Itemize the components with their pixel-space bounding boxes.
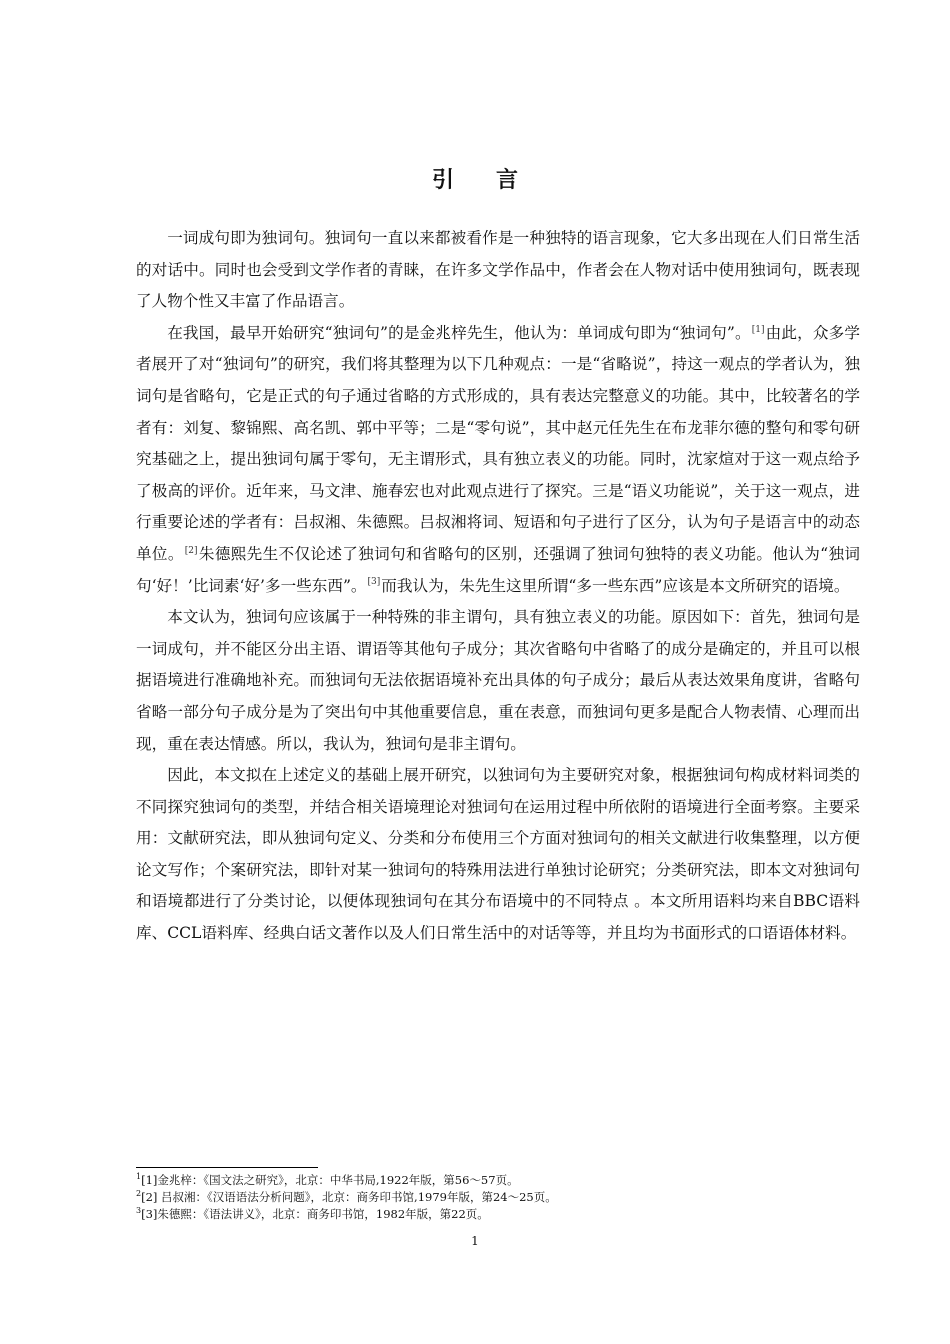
paragraph-text: 朱德熙先生不仅论述了独词句和省略句的区别，还强调了独词句独特的表义功能。他认为“独词句‘好！’比词素‘好’多一些东西”。 [136,544,860,595]
footnote-item [136,1172,860,1189]
body-paragraph [136,223,860,318]
footnote-text: [1]金兆梓：《国文法之研究》，北京：中华书局,1922年版，第56～57页。 [141,1173,519,1187]
body-paragraph [136,602,860,760]
body-paragraph [136,760,860,950]
paragraph-text: 因此，本文拟在上述定义的基础上展开研究，以独词句为主要研究对象，根据独词句构成材料词类的不同探究独词句的类型，并结合相关语境理论对独词句在运用过程中所依附的语境进行全面考察。主要采用：文献研究法，即从独词句定义、分类和分布使用三个方面对独词句的相关文献进行收集整理，以方便论文写作；个案研究法，即针对某一独词句的特殊用法进行单独讨论研究；分类研究法，即本文对独词句和语境都进行了分类讨论，以便体现独词句在其分布语境中的不同特点 。本文所用语料均来自BBC语料库、CCL语料库、经典白话文著作以及人们日常生活中的对话等等，并且均为书面形式的口语语体材料。 [136,766,860,943]
footnote-text: [3]朱德熙：《语法讲义》，北京：商务印书馆，1982年版，第22页。 [141,1207,489,1221]
footnotes [136,1172,860,1223]
citation-marker[interactable]: [2] [184,545,198,556]
footnote-mark: 2 [136,1189,142,1199]
body-paragraph [136,318,860,602]
footnote-item [136,1189,860,1206]
citation-marker[interactable]: [1] [751,324,765,335]
citation-marker[interactable]: [3] [367,577,381,588]
paragraph-text: 由此，众多学者展开了对“独词句”的研究，我们将其整理为以下几种观点：一是“省略说”，持这一观点的学者认为，独词句是省略句，它是正式的句子通过省略的方式形成的，具有表达完整意义的功能。其中，比较著名的学者有：刘复、黎锦熙、高名凯、郭中平等；二是“零句说”，其中赵元任先生在布龙菲尔德的整句和零句研究基础之上，提出独词句属于零句，无主谓形式，具有独立表义的功能。同时，沈家煊对于这一观点给予了极高的评价。近年来，马文津、施春宏也对此观点进行了探究。三是“语义功能说”，关于这一观点，进行重要论述的学者有：吕叔湘、朱德熙。吕叔湘将词、短语和句子进行了区分，认为句子是语言中的动态单位。 [136,323,860,563]
body-text [136,223,860,950]
page-number: 1 [471,1234,479,1248]
page-title: 引言 [431,166,560,193]
paragraph-text: 而我认为，朱先生这里所谓“多一些东西”应该是本文所研究的语境。 [381,576,850,595]
footnote-mark: 1 [136,1172,142,1182]
paragraph-text: 在我国，最早开始研究“独词句”的是金兆梓先生，他认为：单词成句即为“独词句”。 [167,323,751,342]
paragraph-text: 本文认为，独词句应该属于一种特殊的非主谓句，具有独立表义的功能。原因如下：首先，独词句是一词成句，并不能区分出主语、谓语等其他句子成分；其次省略句中省略了的成分是确定的，并且可以根据语境进行准确地补充。而独词句无法依据语境补充出具体的句子成分；最后从表达效果角度讲，省略句省略一部分句子成分是为了突出句中其他重要信息，重在表意，而独词句更多是配合人物表情、心理而出现，重在表达情感。所以，我认为，独词句是非主谓句。 [136,608,860,753]
paragraph-text: 一词成句即为独词句。独词句一直以来都被看作是一种独特的语言现象，它大多出现在人们日常生活的对话中。同时也会受到文学作者的青睐，在许多文学作品中，作者会在人物对话中使用独词句，既表现了人物个性又丰富了作品语言。 [136,229,860,311]
footnote-mark: 3 [136,1206,142,1216]
footnote-text: [2] 吕叔湘：《汉语语法分析问题》，北京：商务印书馆,1979年版，第24～25页。 [141,1190,557,1204]
footnote-divider [136,1167,318,1168]
footnote-item [136,1206,860,1223]
